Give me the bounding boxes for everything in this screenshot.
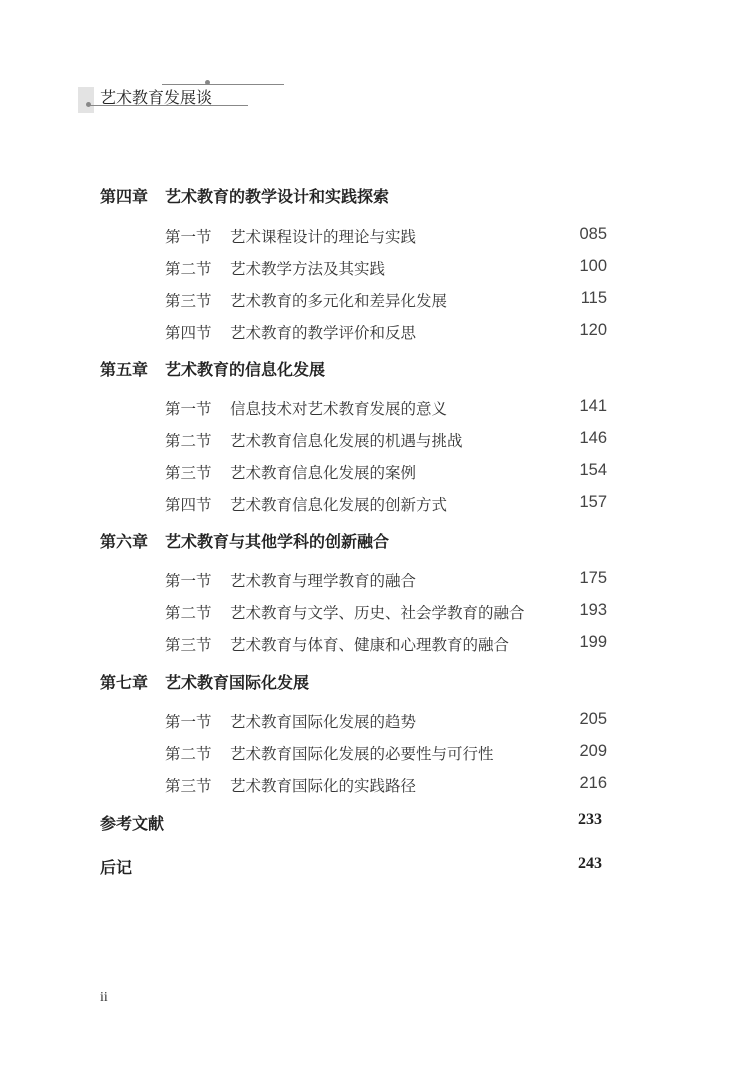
toc-section <box>0 633 750 657</box>
page-number: 100 <box>579 257 607 275</box>
toc-chapter <box>0 529 750 553</box>
toc-section <box>0 289 750 313</box>
section-title: 艺术教学方法及其实践 <box>230 260 386 278</box>
section-title: 艺术教育国际化发展的趋势 <box>230 713 417 731</box>
chapter-number: 第七章 <box>100 673 149 692</box>
page-number: 205 <box>579 710 607 728</box>
page-number: 085 <box>579 225 607 243</box>
page-number: 115 <box>580 289 607 307</box>
section-title: 艺术教育信息化发展的案例 <box>230 464 417 482</box>
toc-section <box>0 257 750 281</box>
section-title: 艺术教育与体育、健康和心理教育的融合 <box>230 636 510 654</box>
section-title: 艺术教育与文学、历史、社会学教育的融合 <box>230 604 525 622</box>
section-title: 艺术教育国际化发展的必要性与可行性 <box>230 745 494 763</box>
toc-section <box>0 397 750 421</box>
page-number: 193 <box>579 601 607 619</box>
page-number: 243 <box>578 855 602 872</box>
page-number: 199 <box>579 633 607 651</box>
section-number: 第二节 <box>165 260 212 278</box>
back-matter-title: 参考文献 <box>100 814 165 833</box>
toc-section <box>0 429 750 453</box>
toc-section <box>0 774 750 798</box>
toc-chapter <box>0 670 750 694</box>
section-number: 第二节 <box>165 432 212 450</box>
section-number: 第四节 <box>165 324 212 342</box>
page-number: 216 <box>579 774 607 792</box>
section-number: 第四节 <box>165 496 212 514</box>
running-header <box>78 76 218 116</box>
toc-chapter <box>0 184 750 208</box>
toc-section <box>0 742 750 766</box>
section-number: 第二节 <box>165 604 212 622</box>
page-number: 157 <box>579 493 607 511</box>
chapter-number: 第五章 <box>100 360 149 379</box>
section-title: 信息技术对艺术教育发展的意义 <box>230 400 448 418</box>
toc-section <box>0 710 750 734</box>
folio-page-number: ii <box>100 990 108 1005</box>
page-number: 154 <box>579 461 607 479</box>
page-number: 141 <box>579 397 607 415</box>
section-title: 艺术教育与理学教育的融合 <box>230 572 417 590</box>
section-title: 艺术教育国际化的实践路径 <box>230 777 417 795</box>
page-number: 120 <box>579 321 607 339</box>
section-number: 第三节 <box>165 636 212 654</box>
header-dot <box>86 102 91 107</box>
page-number: 209 <box>579 742 607 760</box>
section-number: 第二节 <box>165 745 212 763</box>
back-matter-title: 后记 <box>100 858 133 877</box>
section-number: 第一节 <box>165 228 212 246</box>
section-title: 艺术教育信息化发展的机遇与挑战 <box>230 432 463 450</box>
section-number: 第一节 <box>165 713 212 731</box>
header-decor-block <box>78 87 94 113</box>
section-number: 第一节 <box>165 400 212 418</box>
page-number: 175 <box>579 569 607 587</box>
toc-section <box>0 225 750 249</box>
section-number: 第三节 <box>165 464 212 482</box>
section-number: 第三节 <box>165 777 212 795</box>
chapter-title: 艺术教育国际化发展 <box>165 673 310 692</box>
page-number: 233 <box>578 811 602 828</box>
chapter-number: 第四章 <box>100 187 149 206</box>
section-number: 第三节 <box>165 292 212 310</box>
toc-section <box>0 601 750 625</box>
toc-chapter <box>0 357 750 381</box>
toc-section <box>0 569 750 593</box>
section-number: 第一节 <box>165 572 212 590</box>
chapter-title: 艺术教育与其他学科的创新融合 <box>165 532 390 551</box>
section-title: 艺术教育的多元化和差异化发展 <box>230 292 448 310</box>
section-title: 艺术教育信息化发展的创新方式 <box>230 496 448 514</box>
chapter-number: 第六章 <box>100 532 149 551</box>
toc-back-matter <box>0 811 750 835</box>
toc-back-matter <box>0 855 750 879</box>
section-title: 艺术教育的教学评价和反思 <box>230 324 417 342</box>
book-title: 艺术教育发展谈 <box>100 88 213 107</box>
chapter-title: 艺术教育的教学设计和实践探索 <box>165 187 390 206</box>
section-title: 艺术课程设计的理论与实践 <box>230 228 417 246</box>
page-number: 146 <box>579 429 607 447</box>
toc-section <box>0 461 750 485</box>
toc-section <box>0 493 750 517</box>
chapter-title: 艺术教育的信息化发展 <box>165 360 326 379</box>
toc-section <box>0 321 750 345</box>
